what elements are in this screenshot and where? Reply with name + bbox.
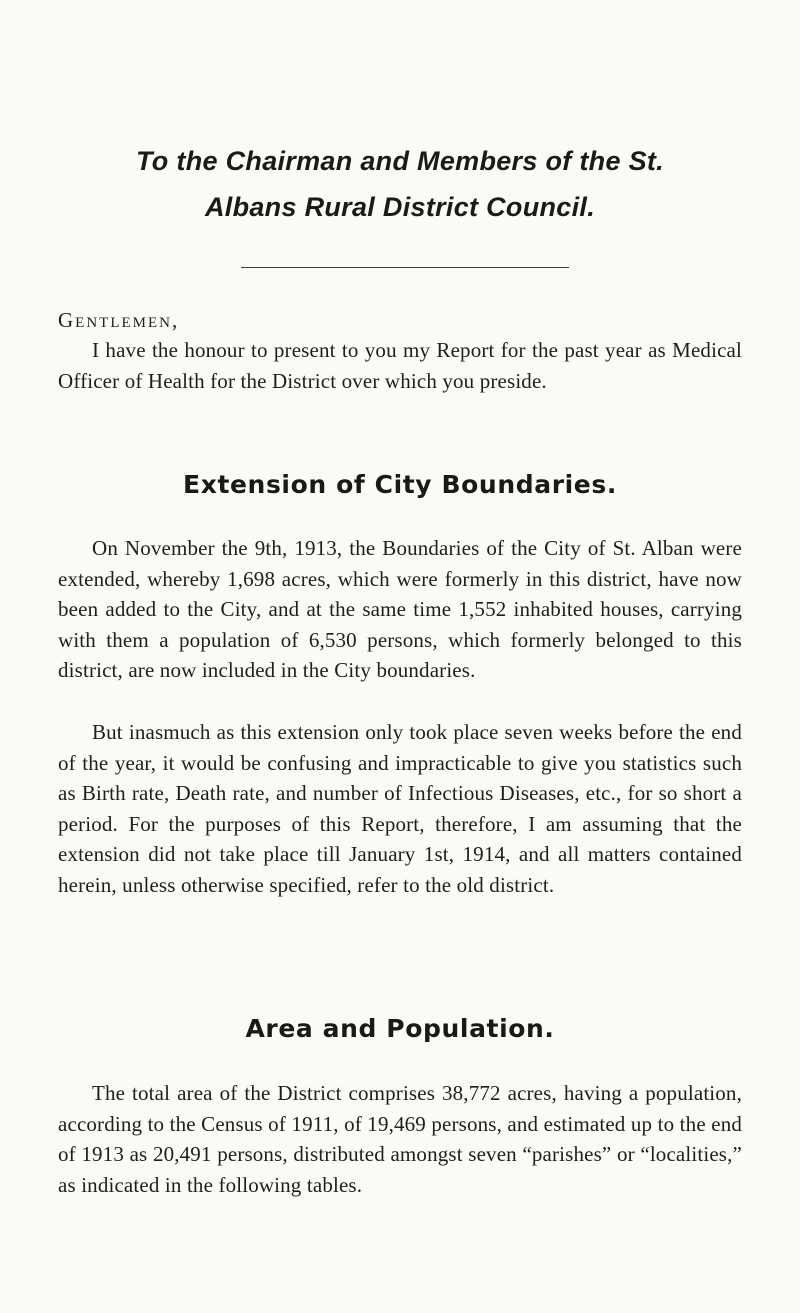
area-population-paragraph: The total area of the District comprises 38,772 acres, having a population, according to the Census of 1911, of 19,469 persons, and estimated up to the end of 1913 as 20,491 persons, distributed amongst seven “parishes” or “localities,” as indicated in the following tables. [58, 1081, 742, 1197]
title-line-1: To the Chairman and Members of the St. [136, 146, 664, 176]
salutation: Gentlemen, [58, 308, 180, 332]
boundaries-paragraph-1: On November the 9th, 1913, the Boundaries of the City of St. Alban were extended, whereby 1,698 acres, which were formerly in this district, have now been added to the City, and at the same time 1,552 inhabited houses, carrying with them a population of 6,530 persons, which formerly belonged to this district, are now included in the City boundaries. [58, 536, 742, 682]
title-line-2: Albans Rural District Council. [204, 192, 596, 222]
page-title [70, 138, 730, 230]
section-heading-city-boundaries: Extension of City Boundaries. [183, 470, 617, 499]
section-heading-area-population: Area and Population. [245, 1014, 555, 1043]
title-divider [241, 267, 569, 268]
boundaries-paragraph-2: But inasmuch as this extension only took place seven weeks before the end of the year, it would be confusing and impracticable to give you statistics such as Birth rate, Death rate, and number of Infectious Diseases, etc., for so short a period. For the purposes of this Report, therefore, I am assuming that the extension did not take place till January 1st, 1914, and all matters contained herein, unless otherwise specified, refer to the old district. [58, 720, 742, 897]
intro-paragraph: I have the honour to present to you my Report for the past year as Medical Officer of Health for the District over which you preside. [58, 338, 742, 393]
